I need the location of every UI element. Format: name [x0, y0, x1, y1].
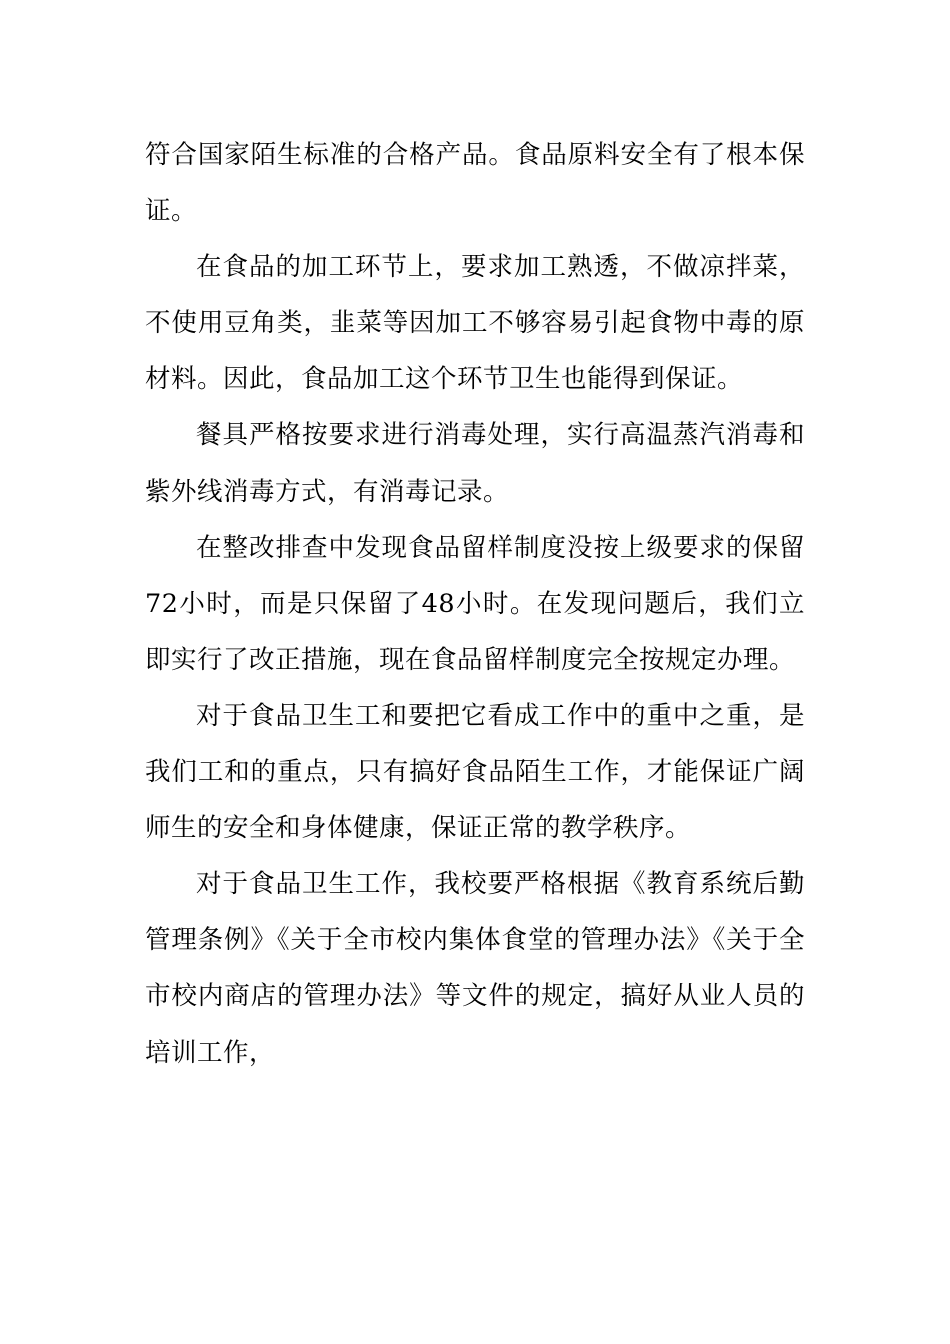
document-body — [145, 127, 805, 1081]
paragraph-3: 餐具严格按要求进行消毒处理，实行高温蒸汽消毒和紫外线消毒方式，有消毒记录。 — [145, 420, 805, 507]
paragraph-6: 对于食品卫生工作，我校要严格根据《教育系统后勤管理条例》《关于全市校内集体食堂的管理办法》《关于全市校内商店的管理办法》等文件的规定，搞好从业人员的培训工作， — [145, 869, 805, 1068]
paragraph-2: 在食品的加工环节上，要求加工熟透，不做凉拌菜，不使用豆角类，韭菜等因加工不够容易引起食物中毒的原材料。因此，食品加工这个环节卫生也能得到保证。 — [145, 252, 805, 395]
paragraph-5: 对于食品卫生工和要把它看成工作中的重中之重，是我们工和的重点，只有搞好食品陌生工作，才能保证广阔师生的安全和身体健康，保证正常的教学秩序。 — [145, 700, 805, 844]
paragraph-1: 符合国家陌生标准的合格产品。食品原料安全有了根本保证。 — [145, 140, 805, 227]
paragraph-4: 在整改排查中发现食品留样制度没按上级要求的保留72小时，而是只保留了48小时。在发现问题后，我们立即实行了改正措施，现在食品留样制度完全按规定办理。 — [145, 532, 805, 675]
